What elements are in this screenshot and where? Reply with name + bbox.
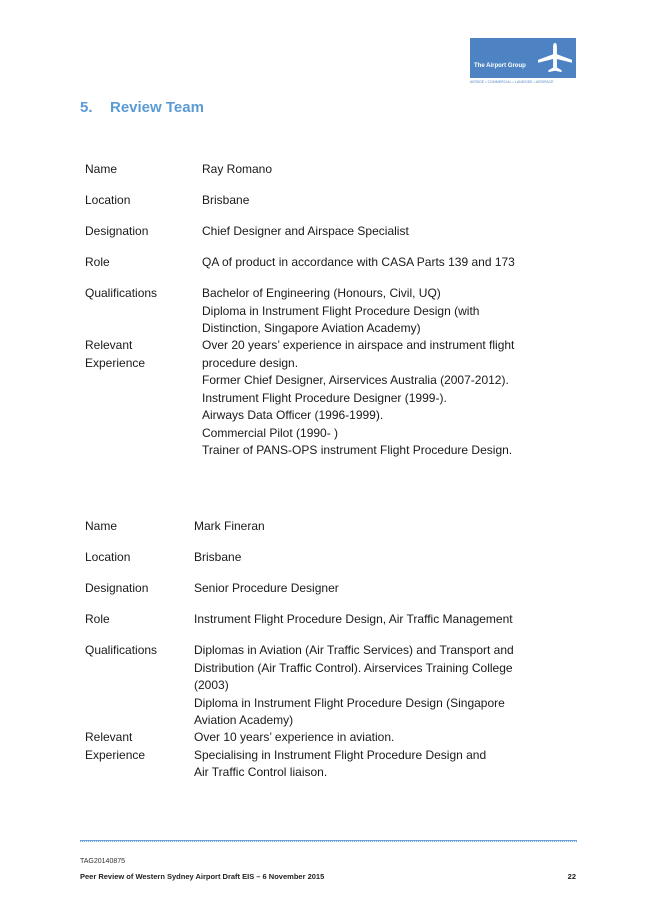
label-line: Relevant [85, 730, 133, 744]
label-line: Relevant [85, 338, 133, 352]
field-value: Brisbane [194, 550, 242, 564]
value-line: Former Chief Designer, Airservices Australia (2007-2012). [202, 373, 509, 387]
document-title: Peer Review of Western Sydney Airport Draft EIS – 6 November 2015 [80, 872, 325, 881]
field-value [194, 729, 486, 782]
value-line: Bachelor of Engineering (Honours, Civil, UQ) [202, 286, 441, 300]
value-line: (2003) [194, 678, 229, 692]
field-label: Location [85, 193, 131, 207]
logo-name: The Airport Group [474, 63, 526, 69]
field-label [85, 729, 145, 764]
logo-tagline: AIRSIDE • COMMERCIAL • LANDSIDE • AIRSPACE [470, 80, 554, 84]
footer-divider [80, 840, 577, 842]
field-label: Qualifications [85, 286, 158, 300]
field-value: Instrument Flight Procedure Design, Air Traffic Management [194, 612, 513, 626]
page-number: 22 [567, 872, 576, 881]
value-line: procedure design. [202, 355, 299, 370]
value-line: Diploma in Instrument Flight Procedure Design (Singapore [194, 695, 505, 710]
company-logo [470, 38, 576, 78]
field-value: Senior Procedure Designer [194, 581, 339, 595]
value-line: Distribution (Air Traffic Control). Airservices Training College [194, 660, 513, 675]
field-value [194, 642, 514, 730]
value-line: Specialising in Instrument Flight Procedure Design and [194, 747, 487, 762]
field-label: Role [85, 255, 110, 269]
document-code: TAG20140875 [80, 858, 126, 865]
label-line: Experience [85, 747, 146, 762]
section-heading [80, 99, 204, 116]
label-line: Experience [85, 355, 146, 370]
field-label: Location [85, 550, 131, 564]
value-line: Aviation Academy) [194, 713, 294, 727]
value-line: Commercial Pilot (1990- ) [202, 425, 339, 440]
field-label: Name [85, 519, 118, 533]
field-value: Mark Fineran [194, 519, 265, 533]
field-value: Ray Romano [202, 162, 273, 176]
section-title: Review Team [110, 99, 204, 116]
field-value: Chief Designer and Airspace Specialist [202, 224, 409, 238]
value-line: Air Traffic Control liaison. [194, 765, 328, 779]
value-line: Instrument Flight Procedure Designer (1999-). [202, 390, 447, 405]
value-line: Over 10 years’ experience in aviation. [194, 730, 395, 744]
field-value: Brisbane [202, 193, 250, 207]
airplane-icon [536, 41, 574, 75]
value-line: Airways Data Officer (1996-1999). [202, 408, 384, 422]
value-line: Diploma in Instrument Flight Procedure Design (with [202, 303, 480, 318]
field-label: Designation [85, 581, 149, 595]
field-label: Qualifications [85, 643, 158, 657]
field-label: Designation [85, 224, 149, 238]
section-number: 5. [80, 99, 93, 116]
field-label: Role [85, 612, 110, 626]
field-value [202, 337, 514, 460]
field-value [202, 285, 479, 338]
field-value: QA of product in accordance with CASA Parts 139 and 173 [202, 255, 515, 269]
value-line: Distinction, Singapore Aviation Academy) [202, 321, 421, 335]
field-label: Name [85, 162, 118, 176]
value-line: Diplomas in Aviation (Air Traffic Services) and Transport and [194, 643, 514, 657]
value-line: Trainer of PANS-OPS instrument Flight Procedure Design. [202, 443, 513, 457]
field-label [85, 337, 145, 372]
value-line: Over 20 years’ experience in airspace and instrument flight [202, 338, 515, 352]
